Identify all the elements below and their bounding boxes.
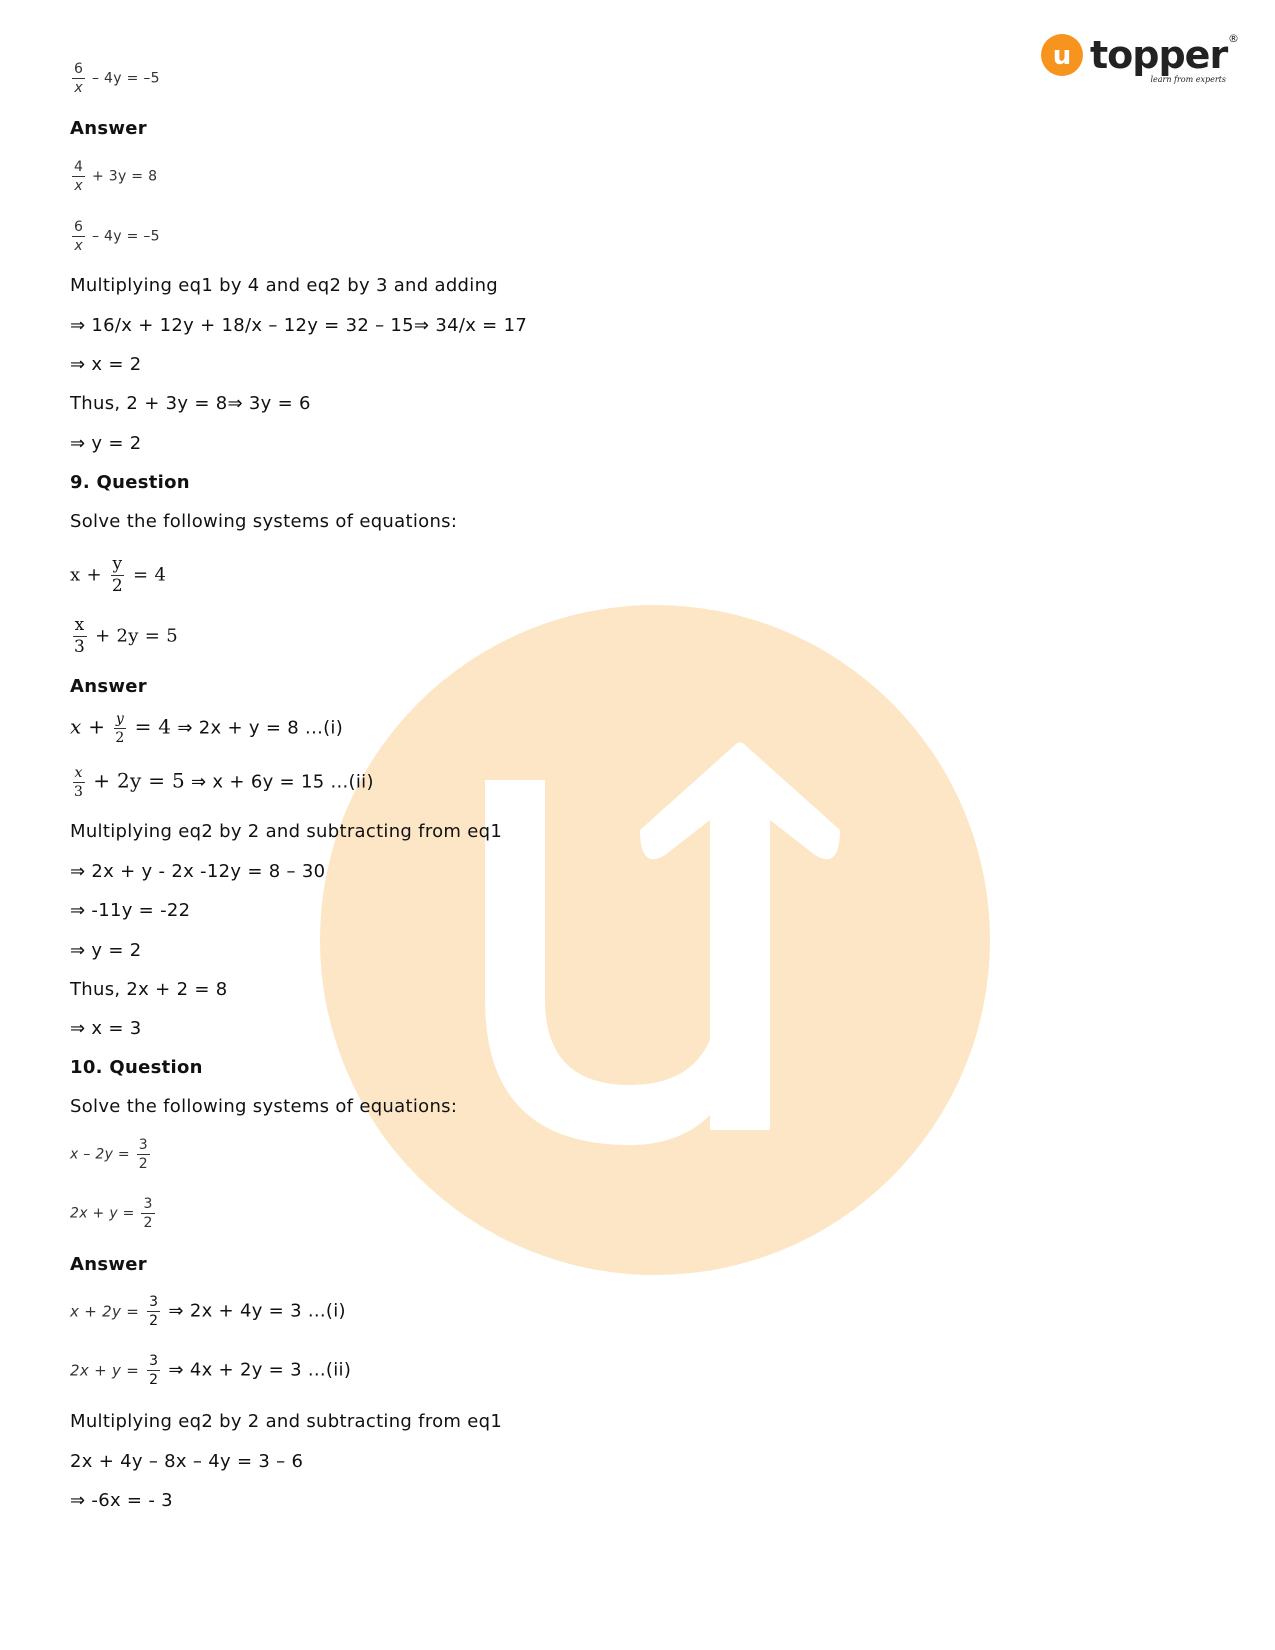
q9-step: ⇒ y = 2 xyxy=(70,940,142,961)
q10-answer-eq-1: x + 2y = $\frac{3}{2}$ ⇒ 2x + 4y = 3 ...(i) xyxy=(70,1294,346,1329)
logo-wordmark: topper xyxy=(1090,33,1228,77)
q10-equation-2: 2x + y = $\frac{3}{2}$ xyxy=(70,1196,153,1231)
q8-answer-label: Answer xyxy=(70,118,147,139)
q9-answer-label: Answer xyxy=(70,676,147,697)
q8-step: Multiplying eq1 by 4 and eq2 by 3 and adding xyxy=(70,275,499,296)
q10-step: 2x + 4y – 8x – 4y = 3 – 6 xyxy=(70,1451,304,1472)
q8-answer-eq-2: $\frac{6}{x}$ – 4y = –5 xyxy=(74,219,160,254)
q10-equation-1: x – 2y = $\frac{3}{2}$ xyxy=(70,1137,148,1172)
q9-answer-eq-2: $\frac{x}{3}$ + 2y = 5 ⇒ x + 6y = 15 ...(ii) xyxy=(74,765,374,800)
q10-answer-eq-2: 2x + y = $\frac{3}{2}$ ⇒ 4x + 2y = 3 ...(ii) xyxy=(70,1353,352,1388)
q9-step: Multiplying eq2 by 2 and subtracting from eq1 xyxy=(70,821,503,842)
q8-step: Thus, 2 + 3y = 8⇒ 3y = 6 xyxy=(70,393,311,414)
q10-answer-label: Answer xyxy=(70,1254,147,1275)
q9-answer-eq-1: x + $\frac{y}{2}$ = 4 ⇒ 2x + y = 8 ...(i) xyxy=(70,711,344,746)
q9-step: Thus, 2x + 2 = 8 xyxy=(70,979,228,1000)
q9-step: ⇒ 2x + y - 2x -12y = 8 – 30 xyxy=(70,861,326,882)
q9-equation-1: x + $\frac{y}{2}$ = 4 xyxy=(70,554,167,596)
q9-equation-2: $\frac{x}{3}$ + 2y = 5 xyxy=(74,615,178,657)
q8-step: ⇒ x = 2 xyxy=(70,354,142,375)
q9-title: 9. Question xyxy=(70,472,190,493)
utopper-logo xyxy=(1040,30,1240,90)
q8-step: ⇒ 16/x + 12y + 18/x – 12y = 32 – 15⇒ 34/x = 17 xyxy=(70,315,528,336)
q10-step: ⇒ -6x = - 3 xyxy=(70,1490,173,1511)
q9-prompt: Solve the following systems of equations: xyxy=(70,511,458,532)
logo-u: u xyxy=(1052,41,1072,71)
q10-prompt: Solve the following systems of equations: xyxy=(70,1096,458,1117)
registered-mark: ® xyxy=(1228,32,1239,45)
q10-step: Multiplying eq2 by 2 and subtracting from eq1 xyxy=(70,1411,503,1432)
q9-step: ⇒ -11y = -22 xyxy=(70,900,191,921)
q9-step: ⇒ x = 3 xyxy=(70,1018,142,1039)
q8-equation-2: $\frac{6}{x}$ – 4y = –5 xyxy=(74,61,160,96)
q8-step: ⇒ y = 2 xyxy=(70,433,142,454)
q8-answer-eq-1: $\frac{4}{x}$ + 3y = 8 xyxy=(74,159,158,194)
q10-title: 10. Question xyxy=(70,1057,203,1078)
logo-tagline: learn from experts xyxy=(1150,75,1226,84)
